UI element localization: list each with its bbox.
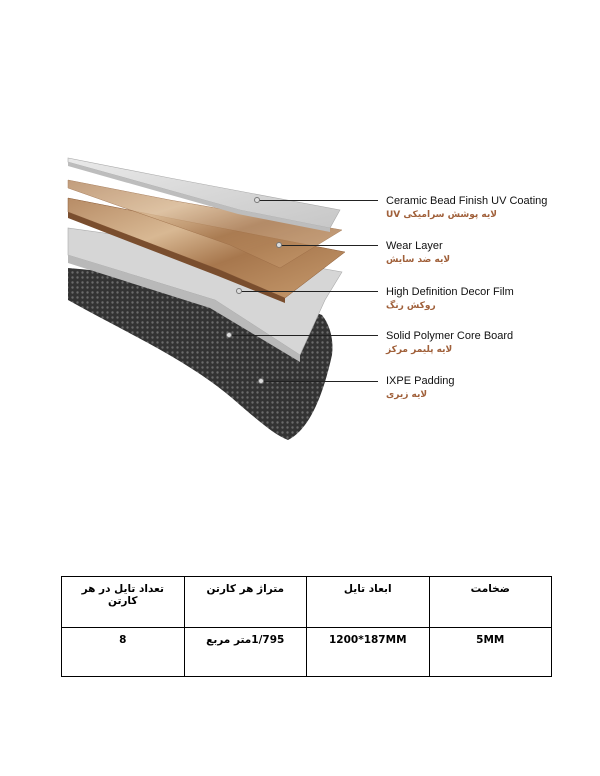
leader-dot — [258, 378, 264, 384]
layer-label-fa: لایه زیری — [386, 390, 428, 400]
table-row — [62, 628, 552, 677]
leader-line — [258, 200, 378, 201]
table-header-row — [62, 577, 552, 628]
value-tile-dimensions: 1200*187MM — [307, 628, 430, 677]
leader-dot — [276, 242, 282, 248]
leader-line — [230, 335, 378, 336]
layer-label-wear — [386, 239, 450, 267]
layer-label-decor — [386, 285, 514, 313]
layer-label-fa: لایه پلیمر مرکز — [386, 345, 453, 355]
leader-dot — [254, 197, 260, 203]
layer-label-en: Solid Polymer Core Board — [386, 330, 514, 342]
layer-label-fa: روکش رنگ — [386, 301, 436, 311]
header-tile-dimensions: ابعاد تایل — [307, 577, 430, 628]
leader-dot — [236, 288, 242, 294]
specs-table — [61, 576, 552, 677]
layer-label-en: High Definition Decor Film — [386, 286, 514, 298]
header-area-per-carton: متراژ هر کارتن — [184, 577, 307, 628]
leader-line — [240, 291, 378, 292]
value-area-per-carton: 1/795متر مربع — [184, 628, 307, 677]
value-thickness: 5MM — [429, 628, 552, 677]
layer-label-ixpe — [386, 374, 455, 402]
layer-label-core — [386, 329, 513, 357]
layer-label-en: IXPE Padding — [386, 375, 455, 387]
header-tiles-per-carton: تعداد تایل در هر کارتن — [62, 577, 185, 628]
leader-line — [280, 245, 378, 246]
layer-label-fa: لایه ضد سایش — [386, 255, 451, 265]
floor-layers-illustration — [60, 150, 360, 450]
leader-dot — [226, 332, 232, 338]
leader-line — [262, 381, 378, 382]
layer-label-en: Ceramic Bead Finish UV Coating — [386, 195, 548, 207]
layer-label-uv — [386, 194, 547, 222]
header-thickness: ضخامت — [429, 577, 552, 628]
value-tiles-per-carton: 8 — [62, 628, 185, 677]
layer-label-fa: لایه پوشش سرامیکی UV — [386, 210, 497, 220]
layer-label-en: Wear Layer — [386, 240, 443, 252]
